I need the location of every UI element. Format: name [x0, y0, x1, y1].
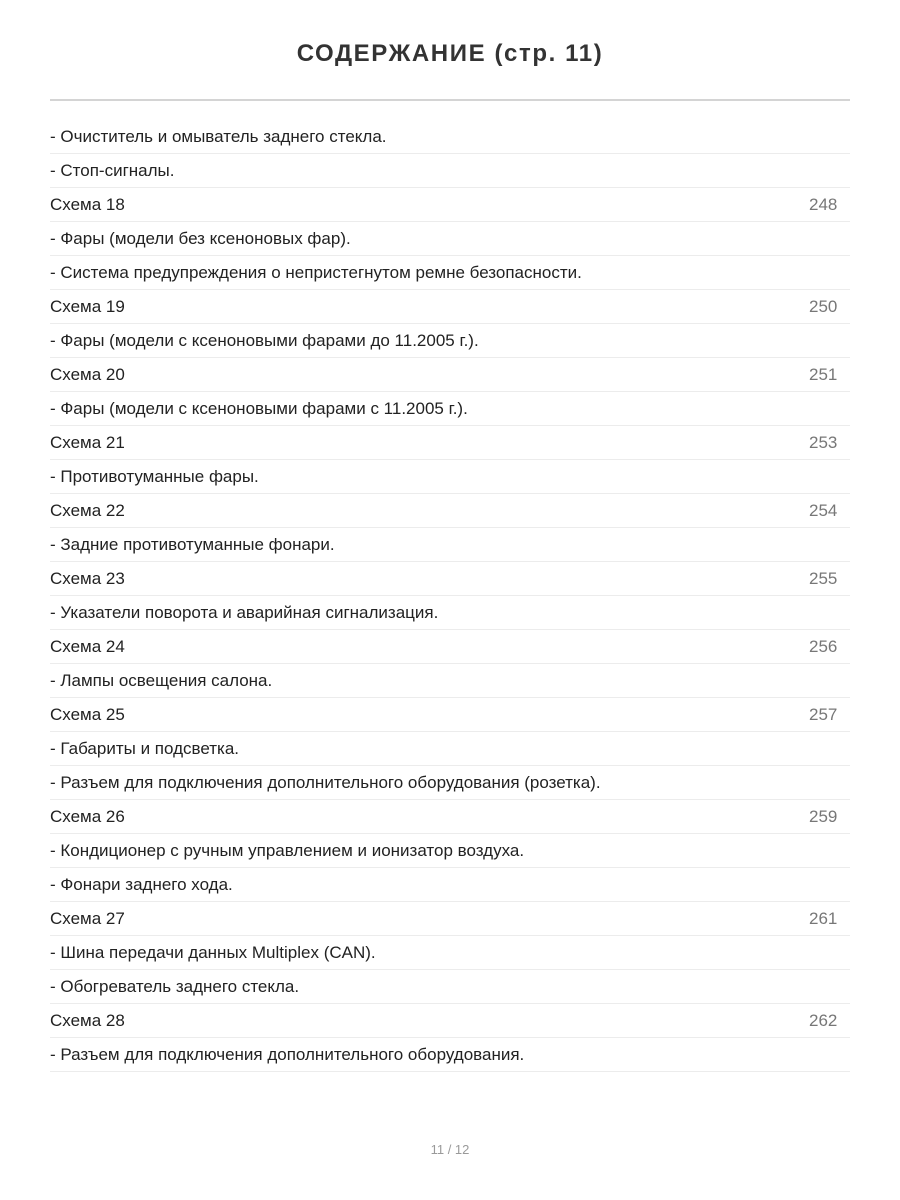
toc-entry-label: Схема 18 — [50, 194, 125, 214]
toc-row[interactable] — [50, 528, 850, 562]
toc-row[interactable] — [50, 290, 850, 324]
toc-entry-label: - Противотуманные фары. — [50, 466, 259, 486]
toc-row[interactable] — [50, 834, 850, 868]
toc-row[interactable] — [50, 154, 850, 188]
toc-row[interactable] — [50, 392, 850, 426]
toc-row[interactable] — [50, 188, 850, 222]
toc-page-number: 251 — [809, 364, 838, 384]
toc-row[interactable] — [50, 256, 850, 290]
toc-page-number: 253 — [809, 432, 838, 452]
toc-page-number: 259 — [809, 806, 838, 826]
toc-page-number: 256 — [809, 636, 838, 656]
page-title: СОДЕРЖАНИЕ (стр. 11) — [296, 40, 604, 67]
toc-entry-label: Схема 24 — [50, 636, 125, 656]
toc-row[interactable] — [50, 936, 850, 970]
toc-entry-label: Схема 26 — [50, 806, 125, 826]
toc-row[interactable] — [50, 902, 850, 936]
toc-entry-label: Схема 27 — [50, 908, 125, 928]
toc-row[interactable] — [50, 698, 850, 732]
toc-entry-label: - Лампы освещения салона. — [50, 670, 273, 690]
toc-entry-label: - Стоп-сигналы. — [50, 160, 175, 180]
toc-row[interactable] — [50, 970, 850, 1004]
toc-entry-label: Схема 22 — [50, 500, 125, 520]
toc-page-number: 248 — [809, 194, 838, 214]
toc-row[interactable] — [50, 766, 850, 800]
toc-entry-label: - Система предупреждения о непристегнутом ремне безопасности. — [50, 262, 582, 282]
toc-row[interactable] — [50, 630, 850, 664]
page-indicator: 11 / 12 — [430, 1142, 470, 1157]
toc-entry-label: - Очиститель и омыватель заднего стекла. — [50, 126, 387, 146]
toc-entry-label: - Фары (модели с ксеноновыми фарами до 11.2005 г.). — [50, 330, 479, 350]
toc-page-number: 250 — [809, 296, 838, 316]
toc-row[interactable] — [50, 324, 850, 358]
title-divider — [50, 99, 850, 101]
toc-row[interactable] — [50, 1038, 850, 1072]
toc-entry-label: Схема 21 — [50, 432, 125, 452]
toc-entry-label: - Габариты и подсветка. — [50, 738, 240, 758]
toc-page-number: 257 — [809, 704, 838, 724]
toc-entry-label: Схема 25 — [50, 704, 125, 724]
toc-entry-label: - Фары (модели с ксеноновыми фарами с 11.2005 г.). — [50, 398, 468, 418]
toc-entry-label: - Указатели поворота и аварийная сигнализация. — [50, 602, 439, 622]
toc-row[interactable] — [50, 868, 850, 902]
toc-row[interactable] — [50, 800, 850, 834]
toc-entry-label: - Разъем для подключения дополнительного оборудования (розетка). — [50, 772, 601, 792]
toc-row[interactable] — [50, 732, 850, 766]
toc-row[interactable] — [50, 494, 850, 528]
toc-entry-label: - Шина передачи данных Multiplex (CAN). — [50, 942, 376, 962]
toc-entry-label: - Кондиционер с ручным управлением и ионизатор воздуха. — [50, 840, 525, 860]
toc-row[interactable] — [50, 222, 850, 256]
toc-entry-label: - Задние противотуманные фонари. — [50, 534, 335, 554]
toc-page-number: 254 — [809, 500, 838, 520]
toc-entry-label: Схема 28 — [50, 1010, 125, 1030]
toc-entry-label: Схема 20 — [50, 364, 125, 384]
toc-row[interactable] — [50, 596, 850, 630]
toc-row[interactable] — [50, 562, 850, 596]
toc-page-number: 262 — [809, 1010, 838, 1030]
toc-row[interactable] — [50, 120, 850, 154]
toc-entry-label: - Фонари заднего хода. — [50, 874, 233, 894]
toc-row[interactable] — [50, 358, 850, 392]
toc-entry-label: - Фары (модели без ксеноновых фар). — [50, 228, 351, 248]
toc-entry-label: - Разъем для подключения дополнительного оборудования. — [50, 1044, 525, 1064]
toc-page-number: 255 — [809, 568, 838, 588]
toc-entry-label: Схема 23 — [50, 568, 125, 588]
table-of-contents — [50, 120, 850, 1072]
toc-row[interactable] — [50, 460, 850, 494]
toc-page-number: 261 — [809, 908, 838, 928]
toc-row[interactable] — [50, 426, 850, 460]
toc-row[interactable] — [50, 1004, 850, 1038]
toc-entry-label: - Обогреватель заднего стекла. — [50, 976, 300, 996]
toc-entry-label: Схема 19 — [50, 296, 125, 316]
toc-row[interactable] — [50, 664, 850, 698]
